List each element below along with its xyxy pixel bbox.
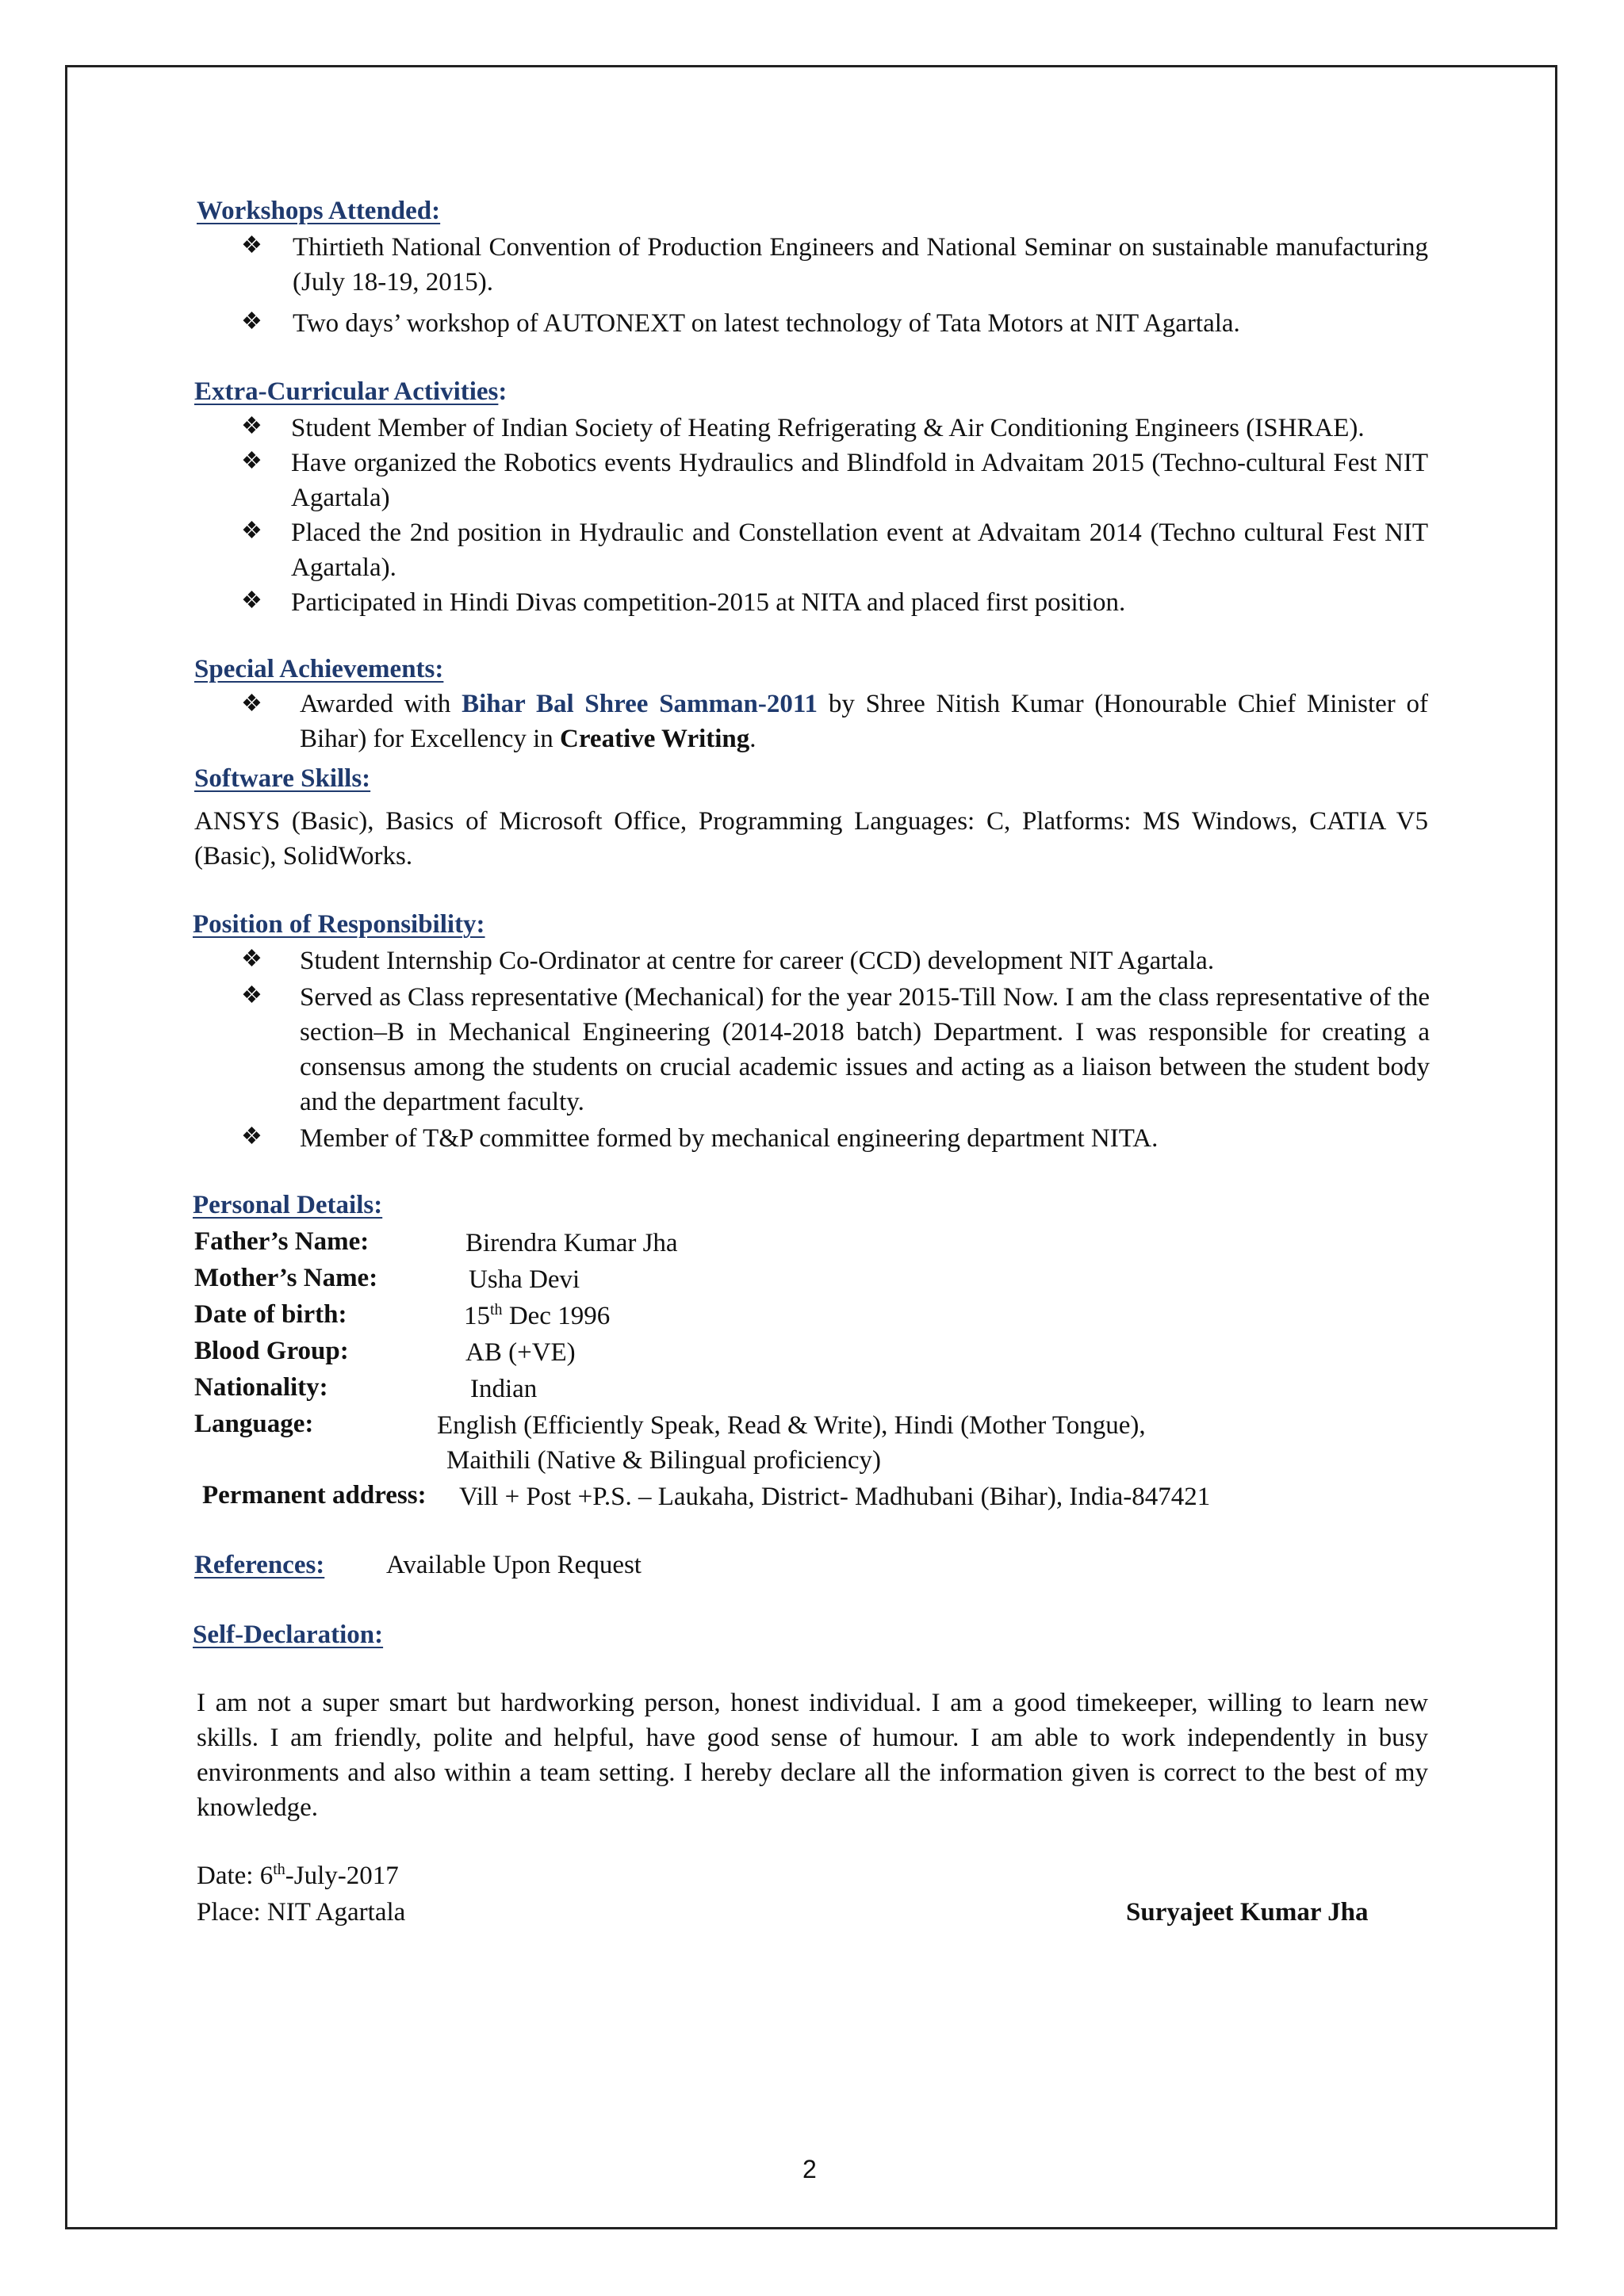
date-suffix: th: [273, 1861, 285, 1878]
special-mid: by Shree Nitish Kumar (Honourable Chief Minister of Bihar) for Excellency in: [300, 690, 1428, 753]
bullet-icon: ❖: [241, 448, 262, 474]
father-value: Birendra Kumar Jha: [465, 1229, 678, 1257]
dob-label: Date of birth:: [194, 1300, 347, 1329]
extra-item-4: Participated in Hindi Divas competition-2015 at NITA and placed first position.: [291, 588, 1126, 617]
references-value: Available Upon Request: [386, 1551, 642, 1579]
workshops-heading: Workshops Attended:: [197, 197, 441, 225]
bullet-icon: ❖: [241, 982, 262, 1008]
dob-day: 15: [464, 1302, 490, 1330]
dob-value: [464, 1299, 610, 1334]
dob-rest: Dec 1996: [502, 1302, 611, 1330]
father-label: Father’s Name:: [194, 1227, 370, 1256]
language-value-1: English (Efficiently Speak, Read & Write), Hindi (Mother Tongue),: [437, 1411, 1146, 1440]
extra-heading: [194, 377, 507, 407]
award-name: Bihar Bal Shree Samman-2011: [462, 690, 818, 718]
special-post: .: [749, 725, 756, 753]
responsibility-item-2: Served as Class representative (Mechanical) for the year 2015-Till Now. I am the class representative of the section–B in Mechanical Engineering (2014-2018 batch) Department. I was responsible for creating a consensus among the students on crucial academic issues and acting as a liaison between the student body and the department faculty.: [300, 983, 1430, 1116]
bullet-icon: ❖: [241, 587, 262, 614]
workshop-item-2: Two days’ workshop of AUTONEXT on latest technology of Tata Motors at NIT Agartala.: [293, 309, 1240, 338]
software-text: ANSYS (Basic), Basics of Microsoft Office, Programming Languages: C, Platforms: MS Windows, CATIA V5 (Basic), SolidWorks.: [194, 807, 1428, 871]
special-pre: Awarded with: [300, 690, 462, 718]
mother-value: Usha Devi: [469, 1265, 580, 1294]
workshop-item-1: Thirtieth National Convention of Production Engineers and National Seminar on sustainable manufacturing (July 18-19, 2015).: [293, 233, 1428, 297]
bullet-icon: ❖: [241, 1123, 262, 1150]
blood-label: Blood Group:: [194, 1337, 349, 1365]
extra-item-3: Placed the 2nd position in Hydraulic and Constellation event at Advaitam 2014 (Techno cultural Fest NIT Agartala).: [291, 519, 1428, 582]
special-item: [300, 687, 1428, 756]
nationality-label: Nationality:: [194, 1373, 328, 1402]
extra-item-1: Student Member of Indian Society of Heating Refrigerating & Air Conditioning Engineers (ISHRAE).: [291, 414, 1365, 442]
date-prefix: Date: 6: [197, 1862, 274, 1890]
creative-writing: Creative Writing: [560, 725, 750, 753]
dob-suffix: th: [490, 1301, 503, 1318]
address-label: Permanent address:: [202, 1481, 427, 1510]
date-line: [197, 1858, 399, 1893]
references-heading: References:: [194, 1551, 325, 1579]
declaration-text: I am not a super smart but hardworking person, honest individual. I am a good timekeeper, willing to learn new skills. I am friendly, polite and helpful, have good sense of humour. I am able to work independently in busy environments and also within a team setting. I hereby declare all the information given is correct to the best of my knowledge.: [197, 1689, 1428, 1822]
page-number: 2: [802, 2155, 817, 2183]
place-line: Place: NIT Agartala: [197, 1898, 406, 1927]
extra-item-2: Have organized the Robotics events Hydraulics and Blindfold in Advaitam 2015 (Techno-cultural Fest NIT Agartala): [291, 449, 1428, 512]
language-value-2: Maithili (Native & Bilingual proficiency): [446, 1446, 882, 1475]
bullet-icon: ❖: [241, 518, 262, 544]
responsibility-heading: Position of Responsibility:: [193, 910, 485, 939]
address-value: Vill + Post +P.S. – Laukaha, District- Madhubani (Bihar), India-847421: [459, 1483, 1211, 1511]
responsibility-item-1: Student Internship Co-Ordinator at centre for career (CCD) development NIT Agartala.: [300, 947, 1215, 975]
personal-heading: Personal Details:: [193, 1191, 383, 1219]
extra-heading-colon: :: [498, 377, 508, 406]
extra-heading-text: Extra-Curricular Activities: [194, 377, 499, 406]
special-heading: Special Achievements:: [194, 655, 444, 683]
blood-value: AB (+VE): [465, 1338, 576, 1367]
declaration-heading: Self-Declaration:: [193, 1621, 384, 1649]
mother-label: Mother’s Name:: [194, 1264, 378, 1292]
bullet-icon: ❖: [241, 308, 262, 335]
bullet-icon: ❖: [241, 691, 262, 717]
nationality-value: Indian: [470, 1375, 538, 1403]
responsibility-item-3: Member of T&P committee formed by mechanical engineering department NITA.: [300, 1124, 1159, 1153]
date-rest: -July-2017: [285, 1862, 399, 1890]
software-heading: Software Skills:: [194, 764, 371, 793]
signature-name: Suryajeet Kumar Jha: [1126, 1898, 1369, 1927]
bullet-icon: ❖: [241, 232, 262, 258]
bullet-icon: ❖: [241, 413, 262, 439]
language-label: Language:: [194, 1410, 314, 1438]
bullet-icon: ❖: [241, 946, 262, 972]
